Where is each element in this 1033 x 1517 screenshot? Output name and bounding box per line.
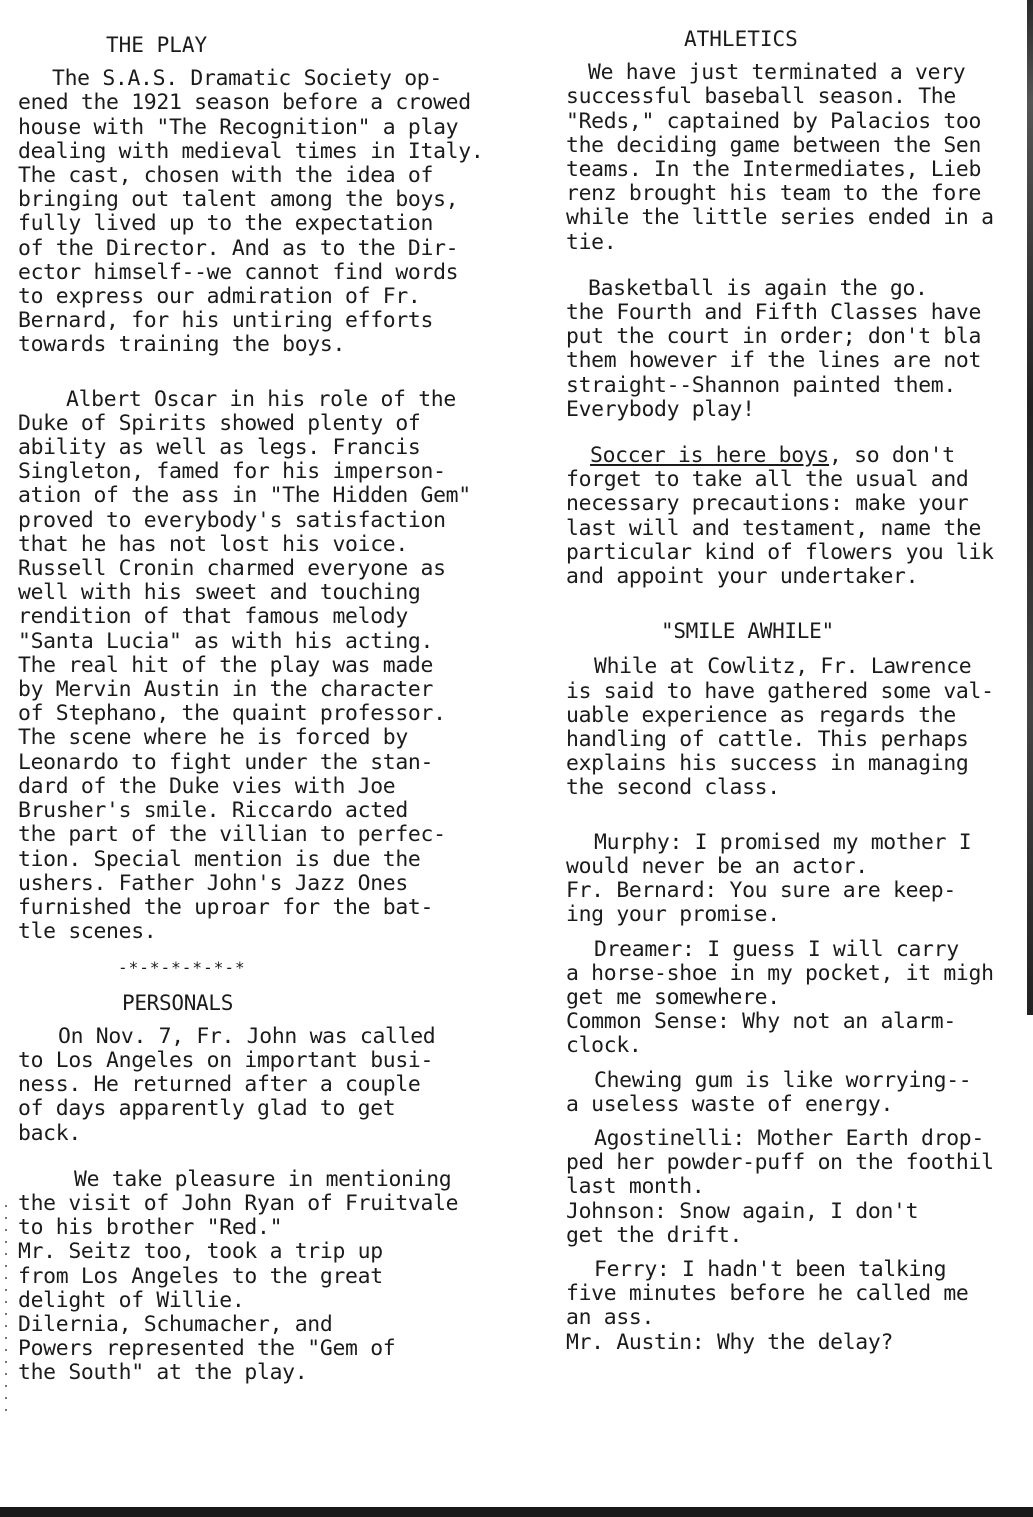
right-margin-scan-edge	[1027, 0, 1033, 1015]
the-play-paragraph-1: The S.A.S. Dramatic Society op- ened the 1921 season before a crowed house with "The Recognition" a play dealing with medieval times in Italy. The cast, chosen with the idea of bringing out talent among the boys, fully lived up to the expectation of the Director. And as to the Dir- ector himself--we cannot find words to express our admiration of Fr. Bernard, for his untiring efforts towards training the boys.	[18, 66, 484, 358]
personals-paragraph-1: On Nov. 7, Fr. John was called to Los Angeles on important busi- ness. He returned after a couple of days apparently glad to get back.	[18, 1023, 436, 1146]
smile-paragraph: While at Cowlitz, Fr. Lawrence is said to have gathered some val- uable experience as regards the handling of cattle. This perhaps explains his success in managing the second class.	[566, 654, 994, 801]
personals-heading: PERSONALS	[122, 990, 234, 1015]
joke-chewing-gum: Chewing gum is like worrying-- a useless waste of energy.	[566, 1067, 972, 1117]
smile-awhile-heading: "SMILE AWHILE"	[661, 619, 834, 644]
the-play-heading: THE PLAY	[106, 33, 208, 57]
joke-murphy: Murphy: I promised my mother I would never be an actor. Fr. Bernard: You sure are keep- ing your promise.	[566, 829, 972, 928]
athletics-paragraph-1: We have just terminated a very successful baseball season. The "Reds," captained by Palacios too the deciding game between the Sen teams. In the Intermediates, Lieb renz brought his team to the fore while the little series ended in a tie.	[566, 60, 994, 255]
soccer-paragraph	[566, 444, 1033, 589]
personals-paragraph-2: We take pleasure in mentioning the visit of John Ryan of Fruitvale to his brother "Red." Mr. Seitz too, took a trip up from Los Angeles to the great delight of Willie. Dilernia, Schumacher, and Powers represented the "Gem of the South" at the play.	[18, 1166, 459, 1386]
joke-ferry: Ferry: I hadn't been talking five minutes before he called me an ass. Mr. Austin: Why the delay?	[566, 1256, 969, 1355]
bottom-scan-edge	[0, 1507, 1033, 1517]
left-margin-dots	[5, 1205, 7, 1420]
athletics-heading: ATHLETICS	[684, 27, 798, 51]
joke-agostinelli: Agostinelli: Mother Earth drop- ped her powder-puff on the foothil last month. Johnson: Snow again, I don't get the drift.	[566, 1125, 994, 1248]
athletics-paragraph-2: Basketball is again the go. the Fourth and Fifth Classes have put the court in order; don't bla them however if the lines are not straight--Shannon painted them. Everybody play!	[566, 275, 982, 422]
soccer-underlined-heading: Soccer is here boys	[590, 443, 829, 469]
the-play-paragraph-2: Albert Oscar in his role of the Duke of Spirits showed plenty of ability as well as legs. Francis Singleton, famed for his imperson- ation of the ass in "The Hidden Gem" proved to everybody's satisfaction that he has not lost his voice. Russell Cronin charmed everyone as well with his sweet and touching rendition of that famous melody "Santa Lucia" as with his acting. The real hit of the play was made by Mervin Austin in the character of Stephano, the quaint professor. The scene where he is forced by Leonardo to fight under the stan- dard of the Duke vies with Joe Brusher's smile. Riccardo acted the part of the villian to perfec- tion. Special mention is due the ushers. Father John's Jazz Ones furnished the uproar for the bat- tle scenes.	[18, 386, 471, 945]
joke-dreamer: Dreamer: I guess I will carry a horse-shoe in my pocket, it migh get me somewhere. Common Sense: Why not an alarm- clock.	[566, 936, 994, 1059]
soccer-text: , so don't forget to take all the usual and necessary precautions: make your last will and testament, name the particular kind of flowers you lik and appoint your undertaker.	[566, 443, 994, 590]
section-separator: -*-*-*-*-*-*	[118, 958, 246, 978]
left-column	[18, 33, 528, 1386]
right-column	[566, 27, 1033, 1355]
